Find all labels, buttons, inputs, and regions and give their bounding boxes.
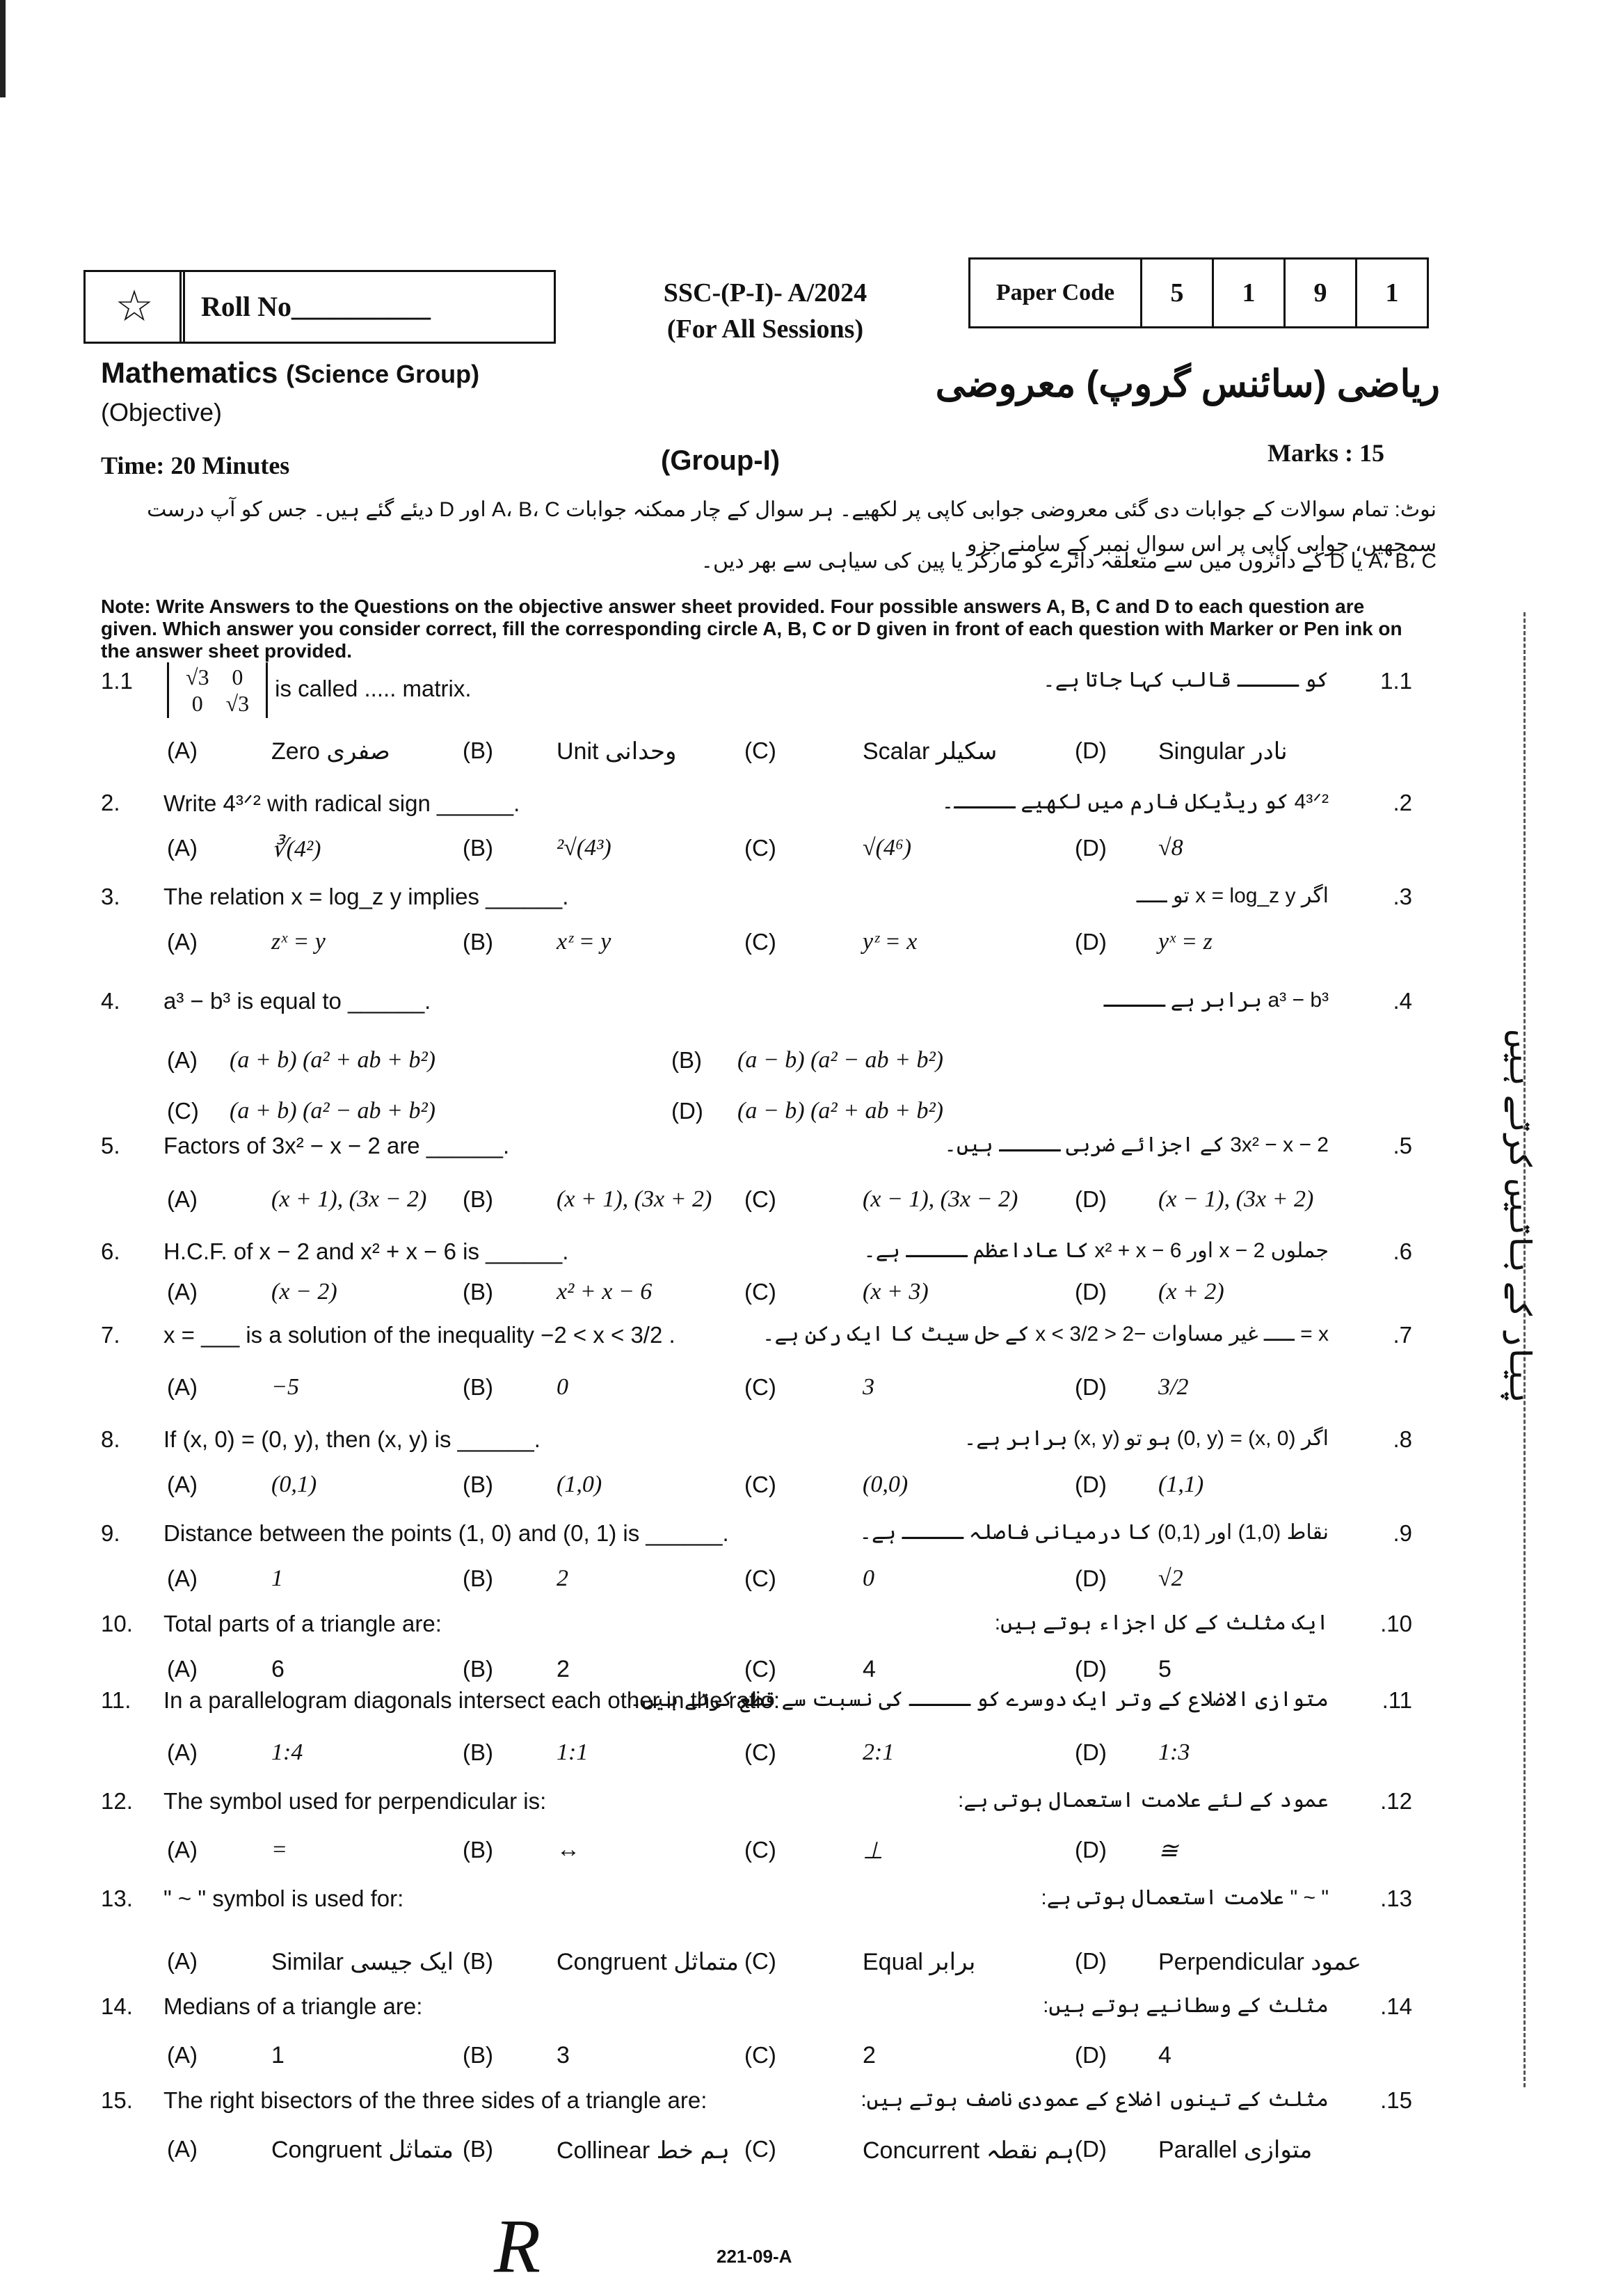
matrix <box>167 662 268 718</box>
option-value: xᶻ = y <box>557 929 611 955</box>
question-number: 14. <box>101 1993 133 2019</box>
option-letter: (A) <box>167 1279 198 1305</box>
option-value: Equal برابر <box>863 1949 976 1975</box>
option-value: (a − b) (a² − ab + b²) <box>737 1047 944 1073</box>
question-number-urdu: .10 <box>1380 1611 1412 1636</box>
option-letter: (C) <box>167 1098 199 1124</box>
option-value: Concurrent ہم نقطہ <box>863 2137 1075 2164</box>
option-letter: (A) <box>167 929 198 955</box>
option-value: 1:1 <box>557 1739 589 1765</box>
question-urdu-text: ایک مثلث کے کل اجزاء ہوتے ہیں: <box>994 1611 1329 1634</box>
question-number-urdu: .4 <box>1393 988 1412 1014</box>
option-value: ²√(4³) <box>557 835 611 861</box>
question-number: 13. <box>101 1886 133 1911</box>
option-letter: (D) <box>1075 1472 1107 1497</box>
urdu-note-line-1: نوٹ: تمام سوالات کے جوابات دی گئی معروضی جوابی کاپی پر لکھیے۔ ہر سوال کے چار ممکنہ جوابات A، B، C اور D دیئے گئے ہیں۔ جس کو آپ درست سمجھیں، جوابی کاپی پر اس سوال نمبر کے سامنے جزو <box>147 498 1437 556</box>
option-value: (0,1) <box>271 1472 317 1497</box>
option-value: yˣ = z <box>1158 929 1213 955</box>
option-letter: (D) <box>1075 738 1107 763</box>
option-letter: (B) <box>463 1279 493 1305</box>
question-text: Distance between the points (1, 0) and (0, 1) is ______. <box>163 1520 729 1546</box>
option-letter: (B) <box>463 1565 493 1591</box>
option-letter: (D) <box>1075 2042 1107 2068</box>
matrix-entry: √3 <box>186 664 209 689</box>
option-value: Singular نادر <box>1158 738 1288 765</box>
english-note: Note: Write Answers to the Questions on the objective answer sheet provided. Four possible answers A, B, C and D to each question are given. Which answer you consider correct, fill the corresponding circle A, B, C or D given in front of each question with Marker or Pen ink on the answer sheet provided. <box>101 596 1402 662</box>
option-letter: (A) <box>167 1472 198 1497</box>
option-letter: (A) <box>167 1565 198 1591</box>
question-text: " ~ " symbol is used for: <box>163 1886 404 1911</box>
option-value: (x + 3) <box>863 1279 929 1305</box>
paper-code-digit: 5 <box>1140 257 1214 328</box>
option-value: 2 <box>557 1565 568 1591</box>
option-letter: (B) <box>463 1186 493 1212</box>
option-value: (x + 2) <box>1158 1279 1224 1305</box>
option-value: Unit وحدانی <box>557 738 677 765</box>
option-letter: (B) <box>463 1374 493 1400</box>
option-letter: (C) <box>744 2042 776 2068</box>
option-letter: (C) <box>744 1472 776 1497</box>
option-value: 2 <box>863 2042 876 2068</box>
star-box <box>83 270 185 344</box>
question-urdu-text: اگر x = log_z y تو ـــــ <box>1136 884 1329 907</box>
question-number: 4. <box>101 988 120 1014</box>
option-value: (a + b) (a² − ab + b²) <box>230 1098 436 1124</box>
option-value: zˣ = y <box>271 929 326 955</box>
option-letter: (C) <box>744 1656 776 1682</box>
question-number-urdu: .15 <box>1380 2087 1412 2113</box>
option-value: 2:1 <box>863 1739 895 1765</box>
question-text-tail: is called ..... matrix. <box>275 675 472 701</box>
question-number: 7. <box>101 1322 120 1348</box>
question-urdu-text: مثلث کے وسطانیے ہوتے ہیں: <box>1043 1994 1329 2017</box>
scan-edge <box>0 0 6 97</box>
option-value: 3/2 <box>1158 1374 1189 1400</box>
option-letter: (D) <box>1075 1948 1107 1974</box>
option-value: 1:3 <box>1158 1739 1190 1765</box>
option-letter: (A) <box>167 1186 198 1212</box>
question-text: Write 4³ᐟ² with radical sign ______. <box>163 790 520 816</box>
question-number-urdu: .9 <box>1393 1520 1412 1546</box>
question-number-urdu: .12 <box>1380 1788 1412 1814</box>
question-number-urdu: .14 <box>1380 1993 1412 2019</box>
option-letter: (C) <box>744 738 776 763</box>
side-handwritten-note: پیار کے باتیں کرتے ہیں <box>1503 1030 1539 1403</box>
question-number-urdu: .8 <box>1393 1426 1412 1452</box>
question-urdu-text: کو ـــــ قالب کہا جاتا ہے۔ <box>1043 669 1329 692</box>
option-value: (a + b) (a² + ab + b²) <box>230 1047 436 1073</box>
option-letter: (B) <box>463 1837 493 1863</box>
question-urdu-text: نقاط (1,0) اور (0,1) کا درمیانی فاصلہ ـــــ ہے۔ <box>859 1521 1329 1544</box>
option-letter: (B) <box>463 1472 493 1497</box>
option-letter: (D) <box>671 1098 703 1124</box>
option-value: = <box>271 1837 287 1863</box>
option-value: Similar ایک جیسی <box>271 1949 454 1975</box>
question-number: 6. <box>101 1238 120 1264</box>
option-value: √8 <box>1158 835 1183 861</box>
question-number: 12. <box>101 1788 133 1814</box>
question-urdu-text: 4³ᐟ² کو ریڈیکل فارم میں لکھیے ـــــ۔ <box>941 790 1329 813</box>
question-number: 8. <box>101 1426 120 1452</box>
option-letter: (A) <box>167 1374 198 1400</box>
option-letter: (C) <box>744 1279 776 1305</box>
option-letter: (C) <box>744 1948 776 1974</box>
option-value: 6 <box>271 1656 285 1682</box>
question-number-urdu: .13 <box>1380 1886 1412 1911</box>
question-number: 15. <box>101 2087 133 2113</box>
question-urdu-text: متوازی الاضلاع کے وتر ایک دوسرے کو ـــــ کی نسبت سے قطع کرتے ہیں۔ <box>630 1688 1329 1711</box>
question-text: The symbol used for perpendicular is: <box>163 1788 547 1814</box>
time-label: Time: 20 Minutes <box>101 452 290 479</box>
question-number: 9. <box>101 1520 120 1546</box>
option-letter: (C) <box>744 929 776 955</box>
option-value: Perpendicular عمود <box>1158 1949 1361 1975</box>
question-number: 3. <box>101 884 120 909</box>
exam-line-2: (For All Sessions) <box>666 314 864 344</box>
question-number-urdu: .6 <box>1393 1238 1412 1264</box>
option-letter: (B) <box>671 1047 702 1073</box>
option-letter: (B) <box>463 1948 493 1974</box>
option-value: Collinear ہم خط <box>557 2137 730 2164</box>
option-value: 1 <box>271 1565 283 1591</box>
question-number-urdu: .3 <box>1393 884 1412 909</box>
option-value: 0 <box>863 1565 874 1591</box>
question-urdu-text: x = ـــــ غیر مساوات −2 < x < 3/2 کے حل سیٹ کا ایک رکن ہے۔ <box>762 1323 1329 1346</box>
question-text: If (x, 0) = (0, y), then (x, y) is ______. <box>163 1426 541 1452</box>
option-value: (x − 2) <box>271 1279 337 1305</box>
option-letter: (C) <box>744 2136 776 2162</box>
option-letter: (A) <box>167 1739 198 1765</box>
question-text: H.C.F. of x − 2 and x² + x − 6 is ______. <box>163 1238 569 1264</box>
option-letter: (B) <box>463 1739 493 1765</box>
option-value: 4 <box>863 1656 876 1682</box>
option-letter: (D) <box>1075 1739 1107 1765</box>
question-urdu-text: مثلث کے تینوں اضلاع کے عمودی ناصف ہوتے ہیں: <box>861 2088 1329 2111</box>
option-letter: (D) <box>1075 1656 1107 1682</box>
option-letter: (D) <box>1075 1279 1107 1305</box>
option-value: (a − b) (a² + ab + b²) <box>737 1098 944 1124</box>
option-letter: (C) <box>744 1837 776 1863</box>
option-letter: (A) <box>167 1948 198 1974</box>
urdu-note-line-2: A، B، C یا D کے دائروں میں سے متعلقہ دائرے کو مارکر یا پین کی سیاہی سے بھر دیں۔ <box>701 550 1437 573</box>
roll-label: Roll No__________ <box>201 291 431 322</box>
marks-label: Marks : 15 <box>1267 439 1384 467</box>
urdu-title: ریاضی (سائنس گروپ) معروضی <box>935 363 1440 405</box>
option-letter: (A) <box>167 2136 198 2162</box>
option-value: 2 <box>557 1656 570 1682</box>
option-letter: (A) <box>167 1656 198 1682</box>
paper-code-digit: 1 <box>1212 257 1286 328</box>
exam-line-1: SSC-(P-I)- A/2024 <box>663 278 867 308</box>
option-letter: (D) <box>1075 1565 1107 1591</box>
group-label: (Group-I) <box>661 445 781 476</box>
option-value: √(4⁶) <box>863 835 912 861</box>
option-value: Scalar سکیلر <box>863 738 998 765</box>
paper-footer-code: 221-09-A <box>717 2246 792 2267</box>
matrix-entry: 0 <box>191 691 203 716</box>
option-value: Congruent متماثل <box>271 2137 454 2163</box>
option-value: ↔ <box>557 1837 580 1863</box>
objective-label: (Objective) <box>101 398 223 426</box>
question-number: 11. <box>101 1687 131 1713</box>
question-text: Factors of 3x² − x − 2 are ______. <box>163 1133 510 1158</box>
option-value: 0 <box>557 1374 568 1400</box>
option-letter: (B) <box>463 1656 493 1682</box>
option-letter: (D) <box>1075 929 1107 955</box>
option-letter: (D) <box>1075 835 1107 861</box>
question-urdu-text: 3x² − x − 2 کے اجزائے ضربی ـــــ ہیں۔ <box>944 1133 1329 1156</box>
matrix-entry: 0 <box>232 664 243 689</box>
option-letter: (D) <box>1075 1374 1107 1400</box>
option-letter: (B) <box>463 929 493 955</box>
option-value: 1:4 <box>271 1739 303 1765</box>
option-letter: (B) <box>463 2136 493 2162</box>
paper-code-label: Paper Code <box>968 257 1142 328</box>
question-number-urdu: 1.1 <box>1380 668 1412 694</box>
option-value: ⊥ <box>863 1838 883 1864</box>
paper-code-box <box>970 257 1429 328</box>
option-letter: (A) <box>167 1047 198 1073</box>
option-value: 3 <box>863 1374 874 1400</box>
option-value: ∛(4²) <box>271 836 321 862</box>
option-letter: (C) <box>744 835 776 861</box>
option-letter: (C) <box>744 1186 776 1212</box>
question-urdu-text: اگر (x, 0) = (0, y) ہو تو (x, y) برابر ہے۔ <box>963 1427 1329 1450</box>
question-urdu-text: a³ − b³ برابر ہے ـــــ <box>1103 989 1329 1012</box>
option-letter: (B) <box>463 738 493 763</box>
option-value: (1,0) <box>557 1472 602 1497</box>
option-value: −5 <box>271 1374 299 1400</box>
option-value: 1 <box>271 2042 285 2068</box>
exam-title <box>626 275 904 347</box>
star-icon: ☆ <box>115 282 154 330</box>
question-number: 2. <box>101 790 120 815</box>
option-letter: (A) <box>167 2042 198 2068</box>
question-text: a³ − b³ is equal to ______. <box>163 988 431 1014</box>
option-value: x² + x − 6 <box>557 1279 653 1305</box>
question-text: The right bisectors of the three sides of a triangle are: <box>163 2087 707 2113</box>
option-value: (x + 1), (3x − 2) <box>271 1186 427 1212</box>
question-urdu-text: عمود کے لئے علامت استعمال ہوتی ہے: <box>958 1789 1329 1812</box>
option-letter: (C) <box>744 1565 776 1591</box>
question-number-urdu: .5 <box>1393 1133 1412 1158</box>
paper-code-digit: 9 <box>1283 257 1357 328</box>
option-value: 3 <box>557 2042 570 2068</box>
option-letter: (C) <box>744 1374 776 1400</box>
paper-code-digit: 1 <box>1355 257 1429 328</box>
question-text: In a parallelogram diagonals intersect each other in the ratio: <box>163 1687 781 1713</box>
option-letter: (B) <box>463 835 493 861</box>
option-value: ≅ <box>1158 1838 1178 1864</box>
option-letter: (A) <box>167 835 198 861</box>
option-letter: (D) <box>1075 1186 1107 1212</box>
question-text <box>167 662 472 718</box>
question-text: The relation x = log_z y implies ______. <box>163 884 569 909</box>
option-value: (x − 1), (3x − 2) <box>863 1186 1018 1212</box>
question-text: x = ___ is a solution of the inequality −2 < x < 3/2 . <box>163 1322 675 1348</box>
option-value: yᶻ = x <box>863 929 918 955</box>
subject-title: Mathematics (Science Group) <box>101 356 480 389</box>
option-value: (x + 1), (3x + 2) <box>557 1186 712 1212</box>
option-value: (x − 1), (3x + 2) <box>1158 1186 1314 1212</box>
option-letter: (A) <box>167 738 198 763</box>
option-value: Parallel متوازی <box>1158 2137 1313 2163</box>
question-number-urdu: .2 <box>1393 790 1412 815</box>
question-number: 5. <box>101 1133 120 1158</box>
option-letter: (C) <box>744 1739 776 1765</box>
question-text: Medians of a triangle are: <box>163 1993 423 2019</box>
option-value: (1,1) <box>1158 1472 1204 1497</box>
option-value: √2 <box>1158 1565 1183 1591</box>
option-letter: (B) <box>463 2042 493 2068</box>
matrix-entry: √3 <box>225 691 250 716</box>
option-value: (0,0) <box>863 1472 909 1497</box>
question-urdu-text: " ~ " علامت استعمال ہوتی ہے: <box>1041 1886 1329 1909</box>
option-letter: (D) <box>1075 1837 1107 1863</box>
question-number-urdu: .11 <box>1382 1687 1412 1713</box>
option-value: Zero صفری <box>271 738 390 765</box>
roll-number-box <box>179 270 556 344</box>
question-text: Total parts of a triangle are: <box>163 1611 442 1636</box>
question-urdu-text: جملوں x − 2 اور x² + x − 6 کا عاداعظم ـــــ ہے۔ <box>863 1239 1329 1262</box>
option-value: 4 <box>1158 2042 1171 2068</box>
option-value: Congruent متماثل <box>557 1949 739 1975</box>
question-number: 1.1 <box>101 668 133 694</box>
option-letter: (D) <box>1075 2136 1107 2162</box>
question-number-urdu: .7 <box>1393 1322 1412 1348</box>
question-number: 10. <box>101 1611 133 1636</box>
option-value: 5 <box>1158 1656 1171 1682</box>
option-letter: (A) <box>167 1837 198 1863</box>
handwritten-signature: R <box>494 2203 541 2288</box>
